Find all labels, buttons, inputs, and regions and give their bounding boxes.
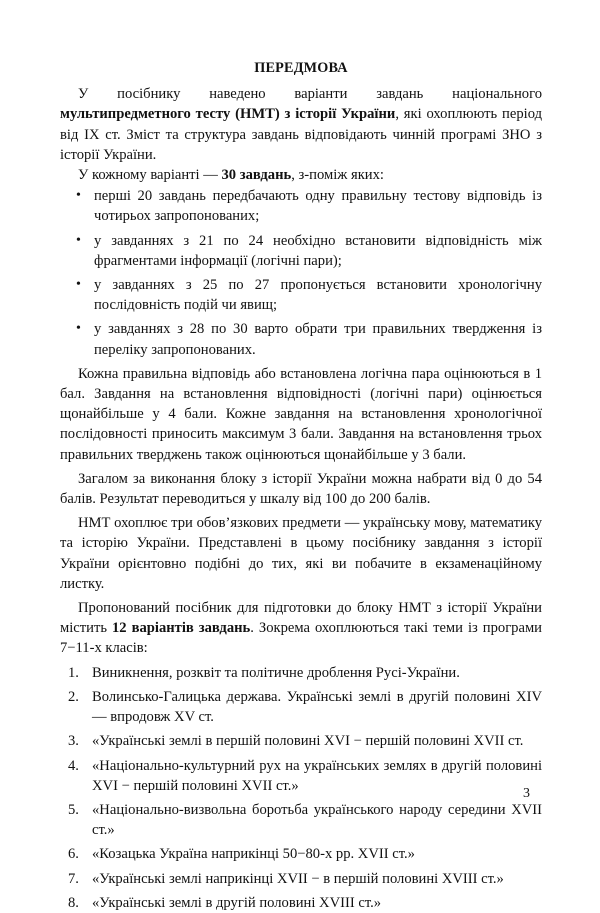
variant-text-start: У кожному варіанті — <box>78 167 222 184</box>
intro-text-start: У посібнику наведено варіанти завдань національного <box>78 86 542 103</box>
list-number: 6. <box>68 846 79 863</box>
list-item <box>60 687 542 727</box>
list-item <box>60 893 542 913</box>
topic-text: Волинсько-Галицька держава. Українські землі в другій половині XIV — впродовж XV ст. <box>92 688 542 726</box>
list-number: 1. <box>68 664 79 681</box>
list-item <box>60 844 542 864</box>
list-number: 4. <box>68 757 79 774</box>
list-item: • у завданнях з 28 по 30 варто обрати три правильних твердження із переліку запропонованих. <box>60 319 542 359</box>
topic-text: Виникнення, розквіт та політичне дроблення Русі-України. <box>92 664 460 681</box>
list-item <box>60 731 542 751</box>
list-item <box>60 800 542 840</box>
intro-paragraph <box>60 84 542 165</box>
topic-text: «Національно-визвольна боротьба українського народу середини XVII ст.» <box>92 801 542 839</box>
list-number: 5. <box>68 801 79 818</box>
variant-paragraph <box>60 165 542 185</box>
variant-bold-text: 30 завдань <box>221 167 292 184</box>
list-item <box>60 756 542 796</box>
topic-text: «Українські землі наприкінці XVII − в першій половині XVIII ст.» <box>92 870 504 887</box>
variant-text-end: , з-поміж яких: <box>291 167 384 184</box>
task-types-list <box>60 186 542 360</box>
proposed-paragraph <box>60 598 542 659</box>
list-number: 7. <box>68 870 79 887</box>
topics-list <box>60 663 542 913</box>
list-number: 8. <box>68 894 79 911</box>
list-number: 3. <box>68 733 79 750</box>
list-item: • у завданнях з 21 по 24 необхідно встановити відповідність між фрагментами інформації (логічні пари); <box>60 231 542 271</box>
proposed-bold-text: 12 варіантів завдань <box>112 620 251 637</box>
list-item: • у завданнях з 25 по 27 пропонується встановити хронологічну послідовність подій чи явищ; <box>60 275 542 315</box>
page-title: ПЕРЕДМОВА <box>254 60 348 76</box>
topic-text: «Національно-культурний рух на українських землях в другій половині XVI − першій половині XVII ст.» <box>92 757 542 794</box>
list-item: • перші 20 завдань передбачають одну правильну тестову відповідь із чотирьох запропонованих; <box>60 186 542 226</box>
nmt-paragraph: НМТ охоплює три обов’язкових предмети — українську мову, математику та історію України. Представлені в цьому посібнику завдання з історії України орієнтовно подібні до тих, які ви побачите в екзаменаційному листку. <box>60 515 542 592</box>
proposed-text-end: . Зокрема охоплюються такі теми із програми 7−11-х класів: <box>60 620 542 657</box>
list-item <box>60 869 542 889</box>
topic-text: «Козацька Україна наприкінці 50−80-х рр. XVII ст.» <box>92 846 415 863</box>
list-item <box>60 663 542 683</box>
topic-text: «Українські землі в першій половині XVI − першій половині XVII ст. <box>92 733 524 750</box>
list-number: 2. <box>68 688 79 705</box>
topic-text: «Українські землі в другій половині XVIII ст.» <box>92 894 382 911</box>
scoring-paragraph: Кожна правильна відповідь або встановлена логічна пара оцінюються в 1 бал. Завдання на встановлення відповідності (логічні пари) оцінюється щонайбільше у 4 бали. Кожне завдання на встановлення хронологічної послідовності приносить максимум 3 бали. Завдання на встановлення трьох правильних тверджень також оцінюються щонайбільше у 3 бали. <box>60 365 542 463</box>
page-number: 3 <box>523 786 530 801</box>
intro-text-end: , які охоплюють період від IX ст. Зміст та структура завдань відповідають чинній програмі ЗНО з історії України. <box>60 106 542 163</box>
proposed-text-start: Пропонований посібник для підготовки до блоку НМТ з історії України містить <box>60 600 542 637</box>
intro-bold-text: мультипредметного тесту (НМТ) з історії України <box>60 106 396 123</box>
total-score-paragraph: Загалом за виконання блоку з історії України можна набрати від 0 до 54 балів. Результат переводиться у шкалу від 100 до 200 балів. <box>60 470 542 508</box>
